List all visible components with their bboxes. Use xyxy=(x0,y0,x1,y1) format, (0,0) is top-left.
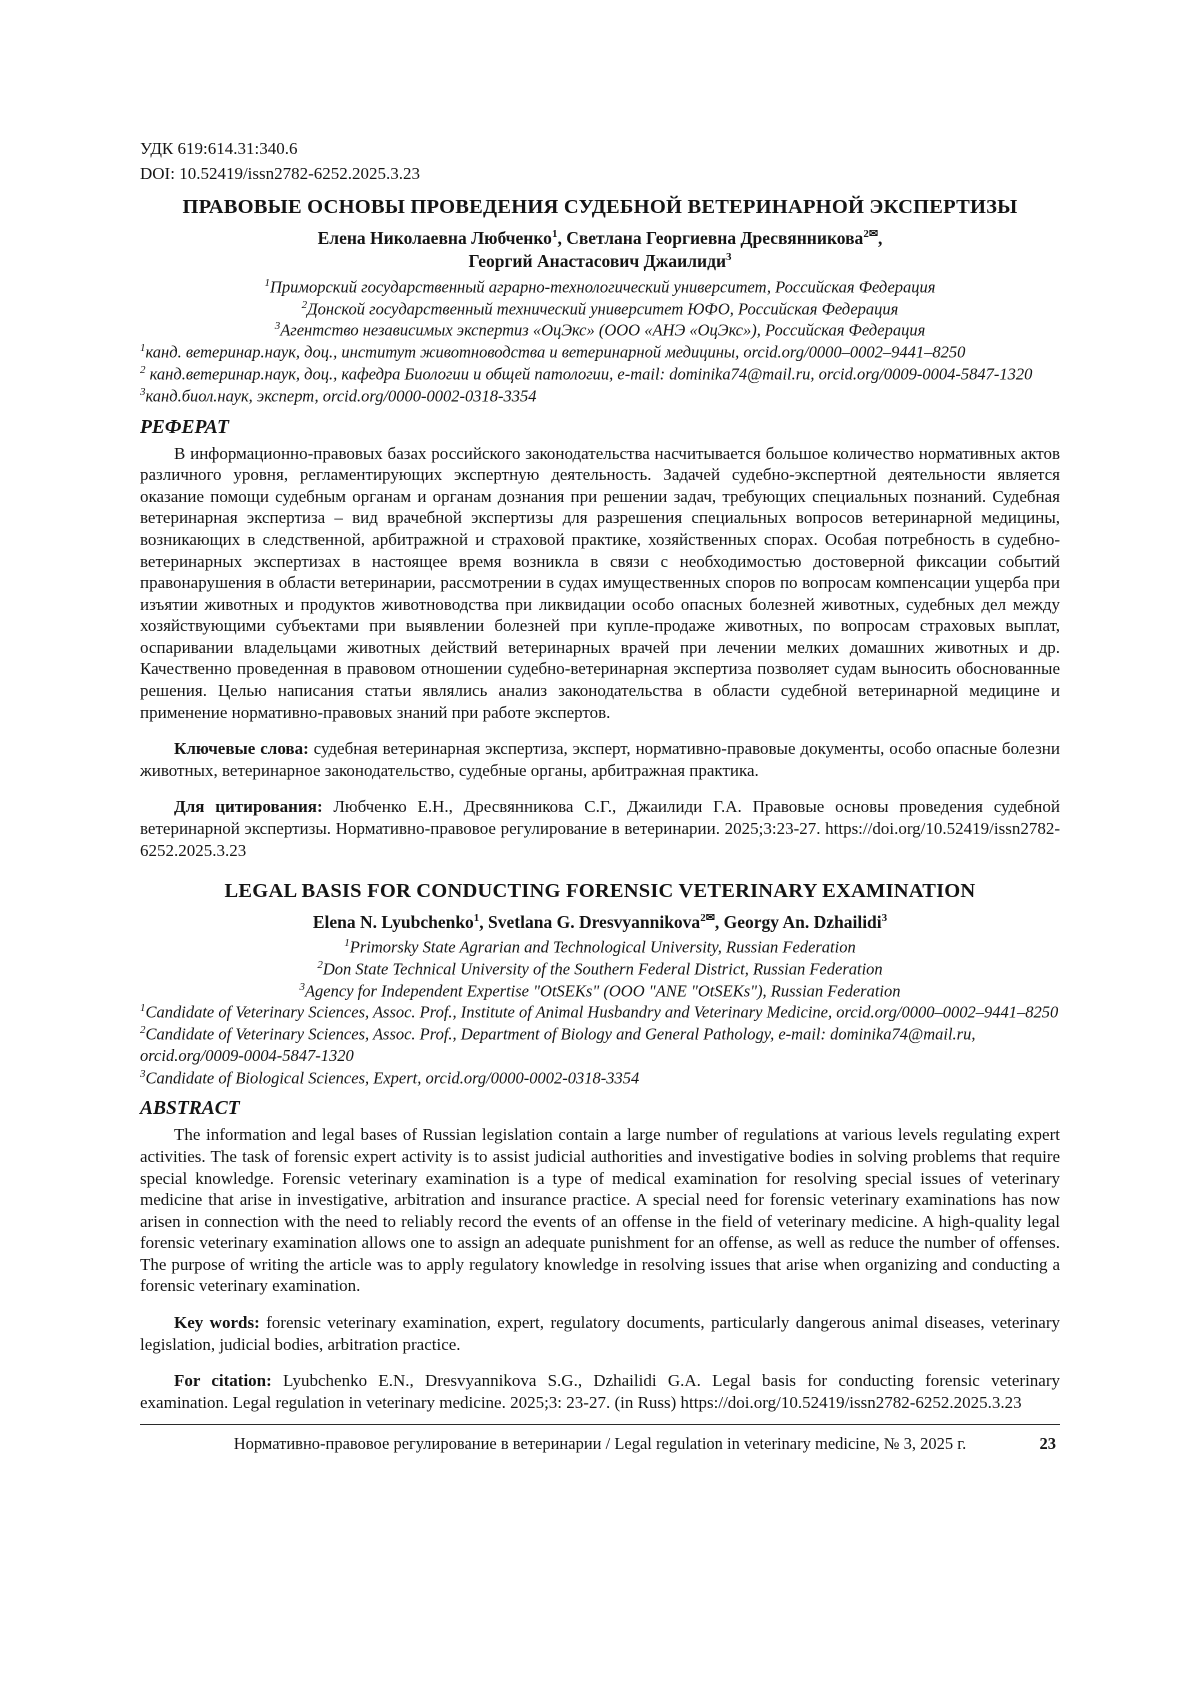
affiliation-marker: 3 xyxy=(299,980,305,993)
author-note-en xyxy=(140,1001,1060,1023)
author-separator: , xyxy=(479,911,489,932)
affiliation-text: Агентство независимых экспертиз «ОцЭкс» (ООО «АНЭ «ОцЭкс»), Российская Федерация xyxy=(280,320,926,340)
udk-code: УДК 619:614.31:340.6 xyxy=(140,139,298,158)
page-footer xyxy=(140,1424,1060,1454)
author-name: Светлана Георгиевна Дресвянникова xyxy=(566,227,864,248)
authors-en xyxy=(140,911,1060,935)
affiliation-text: Agency for Independent Expertise "OtSEKs" (OOO "ANE "OtSEKs"), Russian Federation xyxy=(304,981,901,1001)
note-text: Candidate of Veterinary Sciences, Assoc. Prof., Institute of Animal Husbandry and Veterinary Medicine, orcid.org/0000–0002–9441–8250 xyxy=(145,1002,1059,1022)
note-text: Candidate of Biological Sciences, Expert, orcid.org/0000-0002-0318-3354 xyxy=(145,1068,640,1087)
author-separator: , xyxy=(557,227,567,248)
author-name: Георгий Анастасович Джаилиди xyxy=(468,251,727,272)
affiliation-ru xyxy=(140,319,1060,341)
citation-ru xyxy=(140,796,1060,861)
author-note-en xyxy=(140,1067,1060,1089)
affiliation-marker: 2 xyxy=(317,958,323,971)
affiliation-marker: 2 xyxy=(301,298,308,311)
author-affil-marker-mail-icon: 2✉ xyxy=(700,911,715,924)
author-name: Georgy An. Dzhailidi xyxy=(723,911,882,932)
author-affil-marker: 3 xyxy=(726,251,732,264)
page-number: 23 xyxy=(1039,1434,1056,1453)
citation-label-en: For citation: xyxy=(174,1371,272,1391)
abstract-heading-en: ABSTRACT xyxy=(140,1098,240,1120)
author-affil-marker-mail-icon: 2✉ xyxy=(863,227,879,240)
note-marker: 1 xyxy=(140,1002,146,1015)
note-marker: 1 xyxy=(140,341,146,354)
affiliation-text: Приморский государственный аграрно-технологический университет, Российская Федерация xyxy=(270,277,936,297)
note-text: канд.биол.наук, эксперт, orcid.org/0000-0002-0318-3354 xyxy=(145,386,537,406)
author-note-ru xyxy=(140,385,1060,407)
keywords-en xyxy=(140,1312,1060,1355)
abstract-text-en: The information and legal bases of Russian legislation contain a large number of regulations at various levels regulating expert activities. The task of forensic expert activity is to assist judicial authorities and investigative bodies in solving problems that require special knowledge. Forensic veterinary examination is a type of medical examination for resolving special issues of veterinary medicine that arise in investigative, arbitration and insurance practice. A special need for forensic veterinary examinations has now arisen in connection with the need to reliably record the events of an offense in the field of veterinary medicine. A high-quality legal forensic veterinary examination allows one to assign an adequate punishment for an offense, as well as reduce the number of offenses. The purpose of writing the article was to apply regulatory knowledge in resolving issues that arise when organizing and conducting a forensic veterinary examination. xyxy=(140,1125,1060,1296)
author-note-en xyxy=(140,1023,1060,1066)
author-name: Svetlana G. Dresvyannikova xyxy=(488,911,701,932)
affiliation-marker: 1 xyxy=(344,937,350,950)
authors-ru xyxy=(140,227,1060,274)
affiliation-text: Primorsky State Agrarian and Technological University, Russian Federation xyxy=(349,937,856,957)
abstract-heading-ru: РЕФЕРАТ xyxy=(140,416,229,438)
affiliation-text: Don State Technical University of the Southern Federal District, Russian Federation xyxy=(322,959,883,979)
article-content xyxy=(140,138,1060,1413)
citation-text-ru: Любченко Е.Н., Дресвянникова С.Г., Джаилиди Г.А. Правовые основы проведения судебной ветеринарной экспертизы. Нормативно-правовое регулирование в ветеринарии. 2025;3:23-27. https://doi.org/10.52419/issn2782-6252.2025.3.23 xyxy=(140,797,1060,860)
note-marker: 3 xyxy=(140,1067,146,1080)
note-marker: 2 xyxy=(140,363,146,376)
keywords-label-en: Key words: xyxy=(174,1313,260,1333)
affiliation-text: Донской государственный технический университет ЮФО, Российская Федерация xyxy=(307,299,899,319)
author-separator: , xyxy=(714,911,724,932)
keywords-text-en: forensic veterinary examination, expert, regulatory documents, particularly dangerous animal diseases, veterinary legislation, judicial bodies, arbitration practice. xyxy=(140,1313,1060,1354)
affiliation-ru xyxy=(140,276,1060,298)
author-separator: , xyxy=(878,227,883,248)
keywords-text-ru: судебная ветеринарная экспертиза, эксперт, нормативно-правовые документы, особо опасные болезни животных, ветеринарное законодательство, судебные органы, арбитражная практика. xyxy=(140,739,1060,780)
affiliation-en xyxy=(140,980,1060,1002)
affiliation-ru xyxy=(140,298,1060,320)
note-marker: 3 xyxy=(140,385,146,398)
keywords-label-ru: Ключевые слова: xyxy=(174,739,309,759)
abstract-text-ru: В информационно-правовых базах российского законодательства насчитывается большое количество нормативных актов различного уровня, регламентирующих экспертную деятельность. Задачей судебно-экспертной деятельности является оказание помощи судебным органам и органам дознания при решении задач, требующих специальных познаний. Судебная ветеринарная экспертиза – вид врачебной экспертизы для разрешения специальных вопросов ветеринарной медицины, возникающих в следственной, арбитражной и страховой практике, хозяйственных спорах. Особая потребность в судебно-ветеринарных экспертизах в настоящее время возникла в связи с необходимостью достоверной фиксации событий правонарушения в области ветеринарии, рассмотрении в судах имущественных споров по вопросам компенсации ущерба при изъятии животных и продуктов животноводства при ликвидации особо опасных болезней животных, судебных дел между хозяйствующими субъектами при выявлении болезней при купле-продаже животных, по вопросам страховых выплат, оспаривании владельцами животных действий ветеринарных врачей при лечении мелких домашних животных и др. Качественно проведенная в правовом отношении судебно-ветеринарная экспертиза позволяет судам выносить обоснованные решения. Целью написания статьи являлись анализ законодательства в области судебной ветеринарной медицине и применение нормативно-правовых знаний при работе экспертов. xyxy=(140,443,1060,722)
article-title-en: LEGAL BASIS FOR CONDUCTING FORENSIC VETERINARY EXAMINATION xyxy=(224,880,976,903)
note-marker: 2 xyxy=(140,1024,146,1037)
authors-ru-line-1 xyxy=(140,227,1060,251)
citation-text-en: Lyubchenko E.N., Dresvyannikova S.G., Dzhailidi G.A. Legal basis for conducting forensic veterinary examination. Legal regulation in veterinary medicine. 2025;3: 23-27. (in Russ) https://doi.org/10.52419/issn2782-6252.2025.3.23 xyxy=(140,1371,1060,1412)
author-name: Елена Николаевна Любченко xyxy=(317,227,552,248)
note-text: канд. ветеринар.наук, доц., институт животноводства и ветеринарной медицины, orcid.org/0000–0002–9441–8250 xyxy=(145,342,966,362)
citation-en xyxy=(140,1370,1060,1413)
article-title-ru: ПРАВОВЫЕ ОСНОВЫ ПРОВЕДЕНИЯ СУДЕБНОЙ ВЕТЕРИНАРНОЙ ЭКСПЕРТИЗЫ xyxy=(182,196,1018,219)
keywords-ru xyxy=(140,738,1060,781)
author-affil-marker: 3 xyxy=(881,911,888,924)
doi-code: DOI: 10.52419/issn2782-6252.2025.3.23 xyxy=(140,164,421,184)
author-note-ru xyxy=(140,363,1060,385)
authors-en-line-1 xyxy=(140,911,1060,935)
affiliation-en xyxy=(140,936,1060,958)
journal-line: Нормативно-правовое регулирование в ветеринарии / Legal regulation in veterinary medicine, № 3, 2025 г. xyxy=(233,1434,967,1453)
author-affil-marker: 1 xyxy=(551,227,558,240)
author-name: Elena N. Lyubchenko xyxy=(312,911,474,932)
affiliation-en xyxy=(140,958,1060,980)
affiliation-marker: 1 xyxy=(264,277,271,290)
affiliation-marker: 3 xyxy=(274,320,281,333)
author-note-ru xyxy=(140,341,1060,363)
authors-ru-line-2 xyxy=(140,250,1060,274)
note-text: канд.ветеринар.наук, доц., кафедра Биологии и общей патологии, e-mail: dominika74@mail.ru, orcid.org/0009-0004-5847-1320 xyxy=(145,364,1033,384)
citation-label-ru: Для цитирования: xyxy=(174,797,323,817)
note-text: Candidate of Veterinary Sciences, Assoc. Prof., Department of Biology and General Pathology, e-mail: dominika74@mail.ru, orcid.org/0009-0004-5847-1320 xyxy=(140,1024,976,1066)
author-affil-marker: 1 xyxy=(473,911,480,924)
